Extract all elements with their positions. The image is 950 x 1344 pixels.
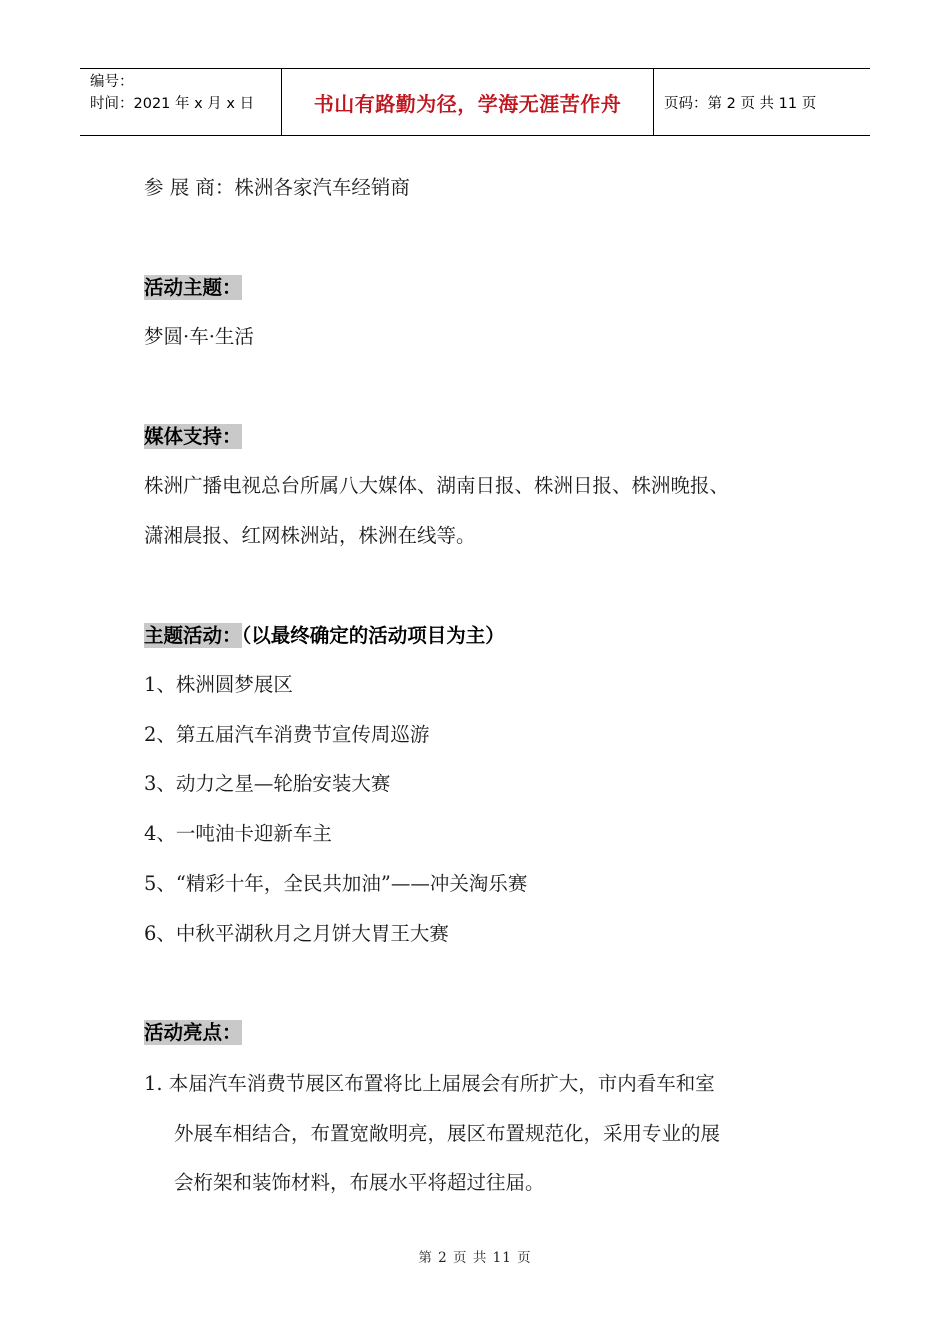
page-header	[80, 68, 870, 136]
exhibitors-line: 参 展 商：株洲各家汽车经销商	[144, 176, 410, 199]
activity-item: 1、株洲圆梦展区	[144, 673, 293, 696]
theme-heading	[144, 272, 242, 300]
activities-heading	[144, 620, 505, 648]
media-heading	[144, 421, 242, 449]
document-time-label: 时间：2021 年 x 月 x 日	[90, 96, 255, 112]
highlight-1-line-1: 1. 本届汽车消费节展区布置将比上届展会有所扩大，市内看车和室	[144, 1072, 715, 1095]
highlight-1-line-2: 外展车相结合，布置宽敞明亮，展区布置规范化，采用专业的展	[174, 1122, 721, 1145]
media-line-1: 株洲广播电视总台所属八大媒体、湖南日报、株洲日报、株洲晚报、	[144, 474, 730, 497]
highlights-heading-text: 活动亮点：	[144, 1021, 242, 1044]
activity-item: 5、“精彩十年，全民共加油”——冲关淘乐赛	[144, 872, 528, 895]
activities-note: （以最终确定的活动项目为主）	[241, 624, 505, 647]
activities-heading-text: 主题活动：	[144, 624, 242, 647]
header-meta	[80, 69, 282, 135]
highlight-1-line-3: 会桁架和装饰材料，布展水平将超过往届。	[174, 1171, 545, 1194]
page-footer: 第 2 页 共 11 页	[418, 1250, 532, 1266]
theme-heading-text: 活动主题：	[144, 276, 242, 299]
activity-item: 6、中秋平湖秋月之月饼大胃王大赛	[144, 922, 449, 945]
header-page-info: 页码：第 2 页 共 11 页	[664, 95, 817, 112]
theme-text: 梦圆·车·生活	[144, 325, 254, 348]
document-number-label: 编号：	[90, 74, 134, 90]
activity-item: 3、动力之星—轮胎安装大赛	[144, 772, 391, 795]
activity-item: 4、一吨油卡迎新车主	[144, 822, 332, 845]
activity-item: 2、第五届汽车消费节宣传周巡游	[144, 723, 430, 746]
media-line-2: 潇湘晨报、红网株洲站，株洲在线等。	[144, 524, 476, 547]
highlights-heading	[144, 1017, 242, 1045]
header-motto: 书山有路勤为径，学海无涯苦作舟	[282, 69, 654, 135]
media-heading-text: 媒体支持：	[144, 425, 242, 448]
